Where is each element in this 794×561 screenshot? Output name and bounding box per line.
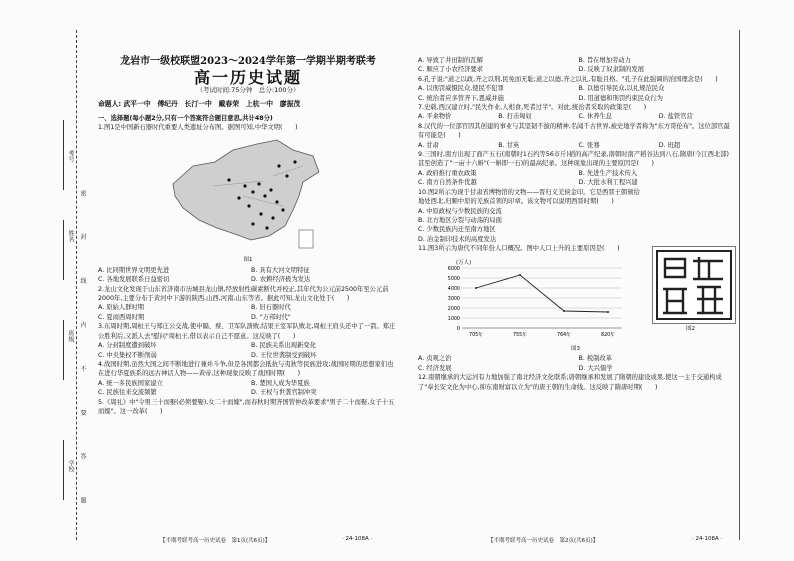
option: A. 原始人群时期	[98, 304, 144, 312]
chart-xtick-label: 755年	[513, 332, 527, 338]
option: D. 用道德和刑罚约束民众行为	[578, 94, 663, 102]
authors: 命题人: 武平一中 傅纪丹 长汀一中 戴春荣 上杭一中 廖振茂	[98, 100, 301, 109]
option: B. 旨在增加劳动力	[578, 57, 631, 64]
school-line	[63, 440, 64, 500]
option: B. 以德引导民众,以礼规范民众	[578, 85, 665, 93]
option: C. 夏商西周时期	[98, 313, 145, 321]
option: B. 旧石器时代	[251, 304, 291, 312]
option: B. 甘英	[498, 141, 520, 149]
option: C. 南方自然条件优越	[418, 179, 477, 187]
chart-ytick-label: 2000	[447, 306, 460, 312]
question-5-options	[418, 56, 733, 75]
question-9: 9.三国时,南方出现了面产五石(南朝时1石约等56市斤)稻的高产纪录,南朝时南产稻谷达到八石,隋唐(今江西北部)甚至创造了"一亩十六斛"(一斛即一石)的最高纪录。这种现象出现的主要原因是( )	[418, 151, 729, 168]
class-line	[63, 320, 64, 380]
option: A. 统一多民族国家建立	[98, 379, 163, 387]
chart-ytick-label: 0	[456, 326, 460, 332]
question-6: 6.孔子说:"道之以政,齐之以刑,民免而无耻;道之以德,齐之以礼,有耻且格。"孔子在此强调的治国理念是( )	[418, 75, 718, 83]
question-7: 7.史载,西汉建立时,"民失作业,人相食,死者过半"。对此,统治者采取的政策是( )	[418, 104, 647, 112]
china-map-icon	[153, 136, 333, 254]
chart-ytick-label: 3000	[447, 296, 460, 302]
chart-grid	[462, 268, 622, 328]
option: C. 张骞	[578, 141, 600, 149]
chart-ytick-label: 1000	[447, 316, 460, 322]
exam-no-label: 考号	[67, 150, 74, 162]
question-10-options	[418, 207, 646, 245]
seal-line	[76, 30, 77, 540]
option: C. 休养生息	[578, 113, 613, 121]
chart-xtick-label: 705年	[469, 332, 483, 338]
page-2	[418, 22, 733, 392]
page-2-code: · 24-108A ·	[692, 536, 723, 542]
exam-no-line	[63, 120, 64, 190]
option: B. 楚国人成为华夏族	[251, 379, 310, 387]
option: B. 北方地区分裂与动荡的局面	[418, 216, 502, 224]
school-label: 学校	[67, 460, 74, 472]
chart-xtick-label: 820年	[601, 332, 615, 338]
figure-3-caption: 图3	[571, 345, 580, 352]
option: C. 顺应了小农经济要求	[418, 66, 484, 74]
figure-1-caption: 图1	[243, 257, 253, 264]
question-4-options	[98, 379, 398, 398]
subject-title: 高一历史试题	[193, 68, 302, 88]
page-2-footer: 【半期考联考高一历史试卷 第2页(共6页)】	[488, 538, 599, 544]
page-1	[98, 22, 398, 416]
option: D. 盐铁官营	[658, 113, 693, 121]
option: C. 经济发展	[418, 364, 452, 372]
chart-point	[563, 310, 565, 312]
option: B. 税制改革	[578, 355, 613, 363]
chart-xtick-label: 764年	[557, 332, 571, 338]
chart-point	[607, 311, 609, 313]
option: D. 班超	[658, 141, 681, 149]
class-label: 班级	[67, 330, 74, 342]
option: B. 打击匈奴	[498, 113, 532, 121]
question-3: 3.东周时期,周桓王与郑庄公交战,使申隔、蔡、卫军队溃败,结果王室军队败北,周桓王肩头还中了一箭。郑庄公胜利后,又派人去"慰问"周桓王,借以表示自己不愿意。这反映了( )	[98, 323, 396, 340]
option: A. 比同期世界文明更先进	[98, 266, 170, 274]
option: A. 中原政权与少数民族的交流	[418, 207, 502, 215]
seal-line-text: 密 封 线 内 不 要 答 题	[79, 190, 86, 522]
chart-series-line	[476, 275, 608, 312]
option: D. 王位世袭制受到破坏	[251, 351, 317, 359]
chart-point	[475, 287, 477, 289]
figure-2-caption: 图2	[686, 326, 695, 332]
question-12: 12.南朝继承的大运河有力地加强了南北经济文化联系;唐朝继承和发展了隋朝的建设成果,使这一主于交通构成了"奉长安文化为中心,抑东南财富以立为"的唐王朝的生命线。这反映了隋唐时期( )	[418, 374, 722, 391]
option: D. 王权与世袭官制冲突	[251, 389, 317, 397]
chart-ticks	[448, 265, 615, 337]
page-edge-line	[739, 30, 740, 540]
option: A. 甘肃	[418, 141, 439, 149]
chart-point	[519, 274, 521, 276]
option: D. 农耕经济极为发达	[251, 276, 311, 284]
option: B. 先进生产技术传入	[578, 169, 638, 177]
option: C. 中央集权不断削弱	[98, 351, 157, 359]
option: A. 分封制度遭到破坏	[98, 342, 157, 350]
chart-ylabel: (万人)	[456, 259, 472, 266]
question-7-options	[418, 112, 733, 121]
option: A. 贞观之治	[418, 355, 452, 363]
neolithic-map-figure	[153, 136, 333, 254]
name-line	[63, 220, 64, 280]
question-10: 10.图2所示为现于甘肃省博物馆的文物——晋归义羌侯金印。它是西晋王朝颁给地处西北,归顺中原的羌族首领的印章。该文物可以说明西晋时期( )	[418, 188, 640, 206]
question-1-options	[98, 266, 398, 285]
page-1-footer: 【半期考联考高一历史试卷 第1页(共6页)】	[160, 538, 271, 544]
exam-title: 龙岩市一级校联盟2023～2024学年第一学期半期考联考	[120, 56, 376, 67]
question-2-options	[98, 303, 398, 322]
question-8: 8.汉代的一位部官因其创建的事业与其坚韧不拔的精神,名闻千古世界,被史地学者称为"东方哥伦布"。这位部官最有可能是( )	[418, 122, 730, 140]
question-11-options	[418, 354, 733, 373]
option: D. 大兴儒学	[578, 364, 613, 372]
option: A. 以刑罚威慑民众,使民不犯罪	[418, 85, 504, 93]
binding-strip	[0, 0, 92, 561]
option: D. 反映了奴隶制的发展	[578, 66, 645, 74]
option: D. 冶金制印技术的高度发达	[418, 235, 497, 243]
page-1-code: · 24-108A ·	[342, 536, 373, 542]
option: D. "万邦时代"	[251, 313, 291, 321]
option: A. 平籴物价	[418, 113, 452, 121]
question-5: 5.《周礼》中"令男三十而娶(必须要娶),女二十而嫁",而春秋时期齐国管仲改革要求"男子二十而娶,女子十五而嫁"。这一改革( )	[98, 398, 395, 415]
population-chart-svg	[432, 256, 632, 342]
question-4: 4.战国时期,虽然大国之间不断地进行兼并斗争,但是各国都会抵抗与夷狄等民族进攻;战国时期的思想家们也在进行华夏族系的远古神话人物——黄帝,这种现象反映了战国时期( )	[98, 360, 394, 378]
question-3-options	[98, 341, 398, 360]
option: A. 政府推行重农政策	[418, 169, 477, 177]
option: B. 民族关系出现新变化	[251, 342, 316, 350]
chart-ytick-label: 6000	[447, 266, 460, 272]
option: C. 少数民族内迁至南方地区	[418, 226, 496, 234]
section-heading: 一、选择题(每小题2分,只有一个答案符合题目意思,共计48分)	[98, 114, 273, 122]
option: C. 民族往来交流频繁	[98, 389, 157, 397]
question-8-options	[418, 141, 733, 150]
gold-seal-icon	[653, 247, 735, 323]
question-11: 11.图3所示为唐代不同年份人口概况。图中人口上升的主要原因是( )	[418, 245, 620, 253]
question-1: 1.图1是中国新石器时代重要人类遗址分布图。据图可知,中华文明( )	[98, 124, 298, 132]
chart-series	[475, 274, 609, 313]
option: D. 大批水利工程兴建	[578, 179, 638, 187]
option: C. 统治者应多管齐下,恩威并施	[418, 94, 504, 102]
option: B. 具有大河文明特征	[251, 266, 310, 274]
chart-ytick-label: 5000	[447, 276, 460, 282]
exam-info: （考试时间:75分钟 总分:100分）	[196, 85, 300, 94]
chart-ytick-label: 4000	[447, 286, 460, 292]
option: C. 各地发展联系日益密切	[98, 276, 170, 284]
seal-figure	[652, 246, 736, 324]
question-9-options	[418, 169, 733, 188]
question-2: 2.龙山文化发现于山东省济南市历城县龙山镇,经放射性碳素断代并校正,其年代为公元前2500年至公元前2000年,主要分布于黄河中下游的陕西,山西,河南,山东等省。据此可知,龙山文化处于( )	[98, 285, 389, 303]
option: A. 导致了井田制的瓦解	[418, 57, 483, 64]
name-label: 姓名	[67, 230, 74, 242]
question-6-options	[418, 84, 733, 103]
